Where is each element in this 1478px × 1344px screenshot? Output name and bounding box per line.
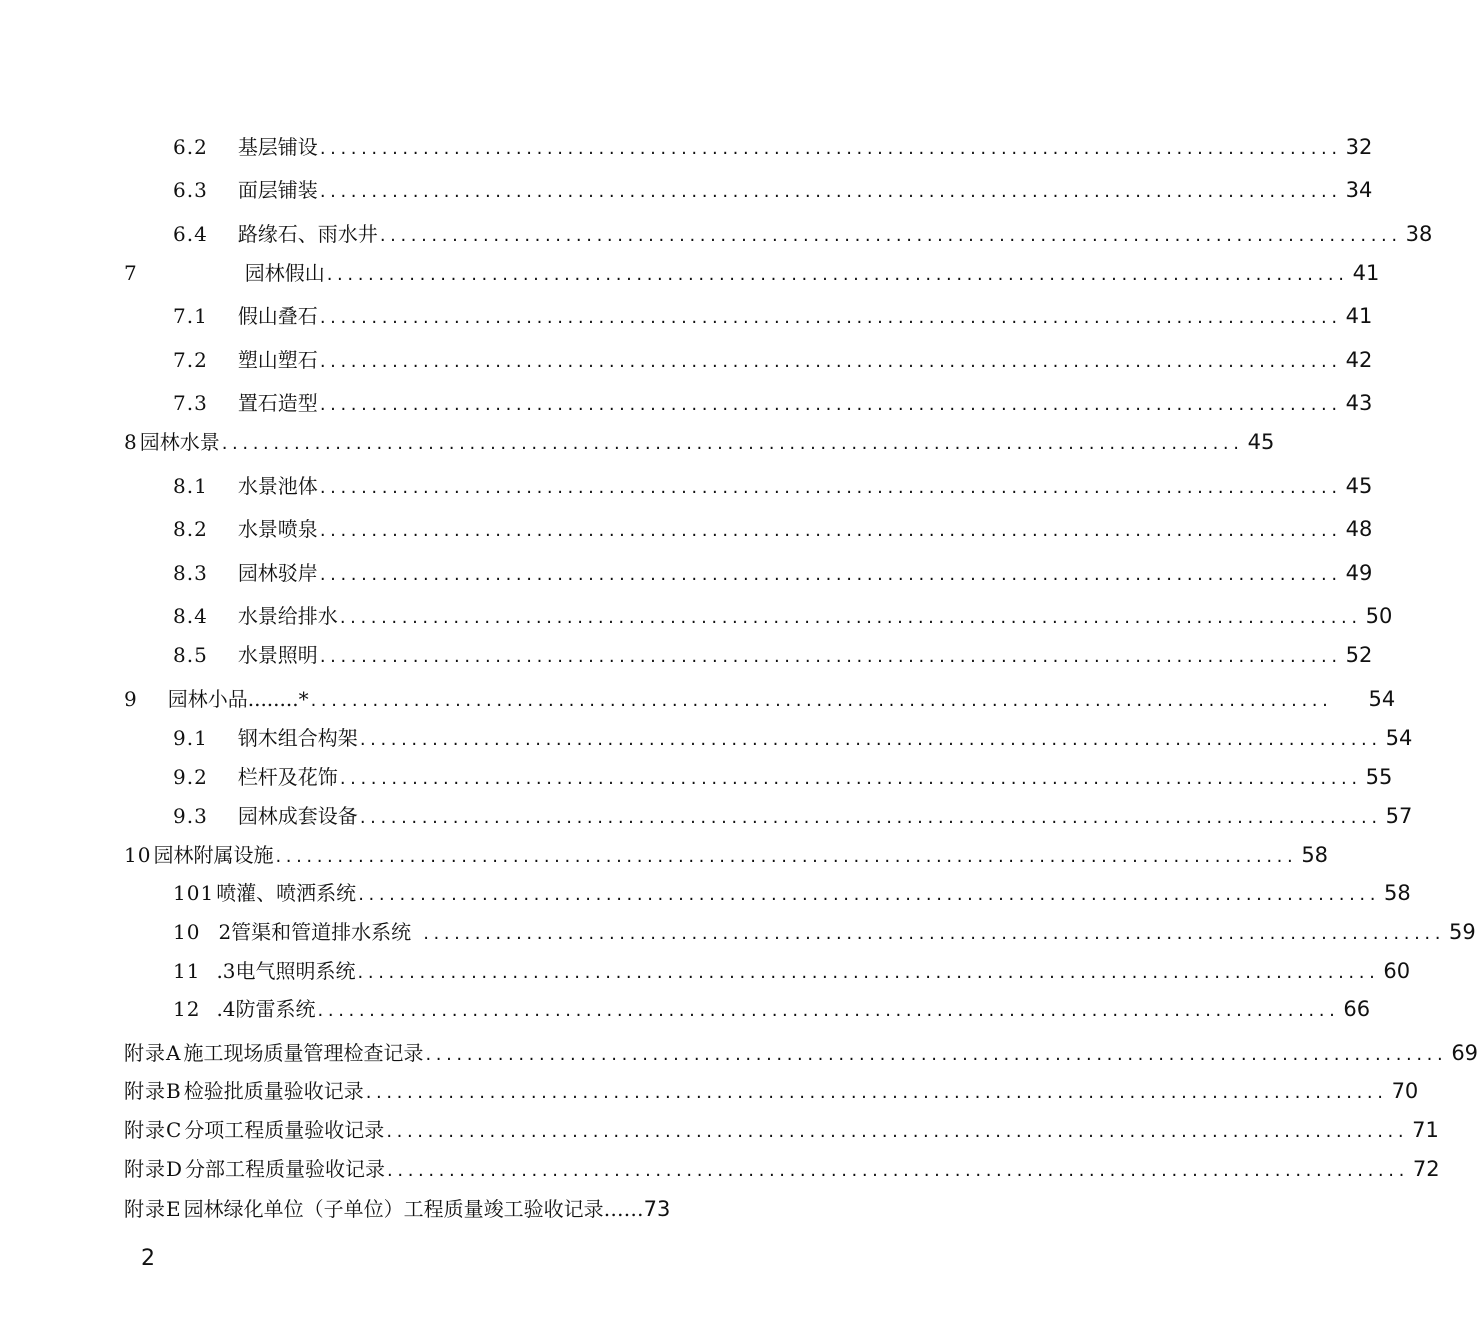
toc-leader: ................................................................................................... — [359, 807, 1382, 828]
toc-leader: ................................................................................................... — [358, 884, 1381, 905]
toc-page-number: 70 — [1391, 1079, 1419, 1103]
toc-leader: ................................................................................................... — [379, 225, 1402, 246]
toc-leader: ................................................................................................... — [317, 1000, 1340, 1021]
toc-leader: ................................................................................................... — [423, 923, 1446, 944]
toc-number: 101 — [173, 881, 215, 905]
toc-page-number: 45 — [1345, 474, 1373, 498]
toc-entry[interactable] — [173, 642, 1373, 670]
toc-number: 6.3 — [173, 178, 208, 202]
page-number: 2 — [141, 1246, 155, 1271]
toc-page-number: 54 — [1368, 687, 1396, 711]
toc-number: 9.1 — [173, 726, 208, 750]
toc-page-number: 71 — [1412, 1118, 1439, 1142]
toc-number: 7.1 — [173, 304, 208, 328]
toc-title: 置石造型 — [237, 391, 318, 415]
toc-entry[interactable] — [173, 725, 1413, 753]
toc-number: 7.3 — [173, 391, 208, 415]
toc-title: 园林驳岸 — [237, 561, 318, 585]
toc-number: 10 — [124, 843, 152, 867]
toc-leader: ................................................................................................... — [319, 520, 1342, 541]
toc-number: 附录C — [124, 1118, 183, 1142]
toc-entry[interactable] — [173, 347, 1373, 375]
toc-title: 园林假山 — [244, 261, 325, 285]
toc-entry[interactable] — [124, 429, 1275, 457]
toc-leader: ................................................................................................... — [425, 1044, 1448, 1065]
toc-number: 附录D — [124, 1157, 184, 1181]
toc-leader: ................................................................................................... — [387, 1160, 1409, 1181]
toc-entry[interactable] — [173, 958, 1411, 986]
toc-leader: ................................................................................................... — [319, 351, 1342, 372]
toc-leader: ................................................................................................... — [275, 846, 1298, 867]
toc-title: 喷灌、喷洒系统 — [216, 881, 357, 905]
toc-number: 6.2 — [173, 135, 208, 159]
toc-leader: ................................................................................................... — [357, 962, 1380, 983]
toc-number: 8.2 — [173, 517, 208, 541]
toc-page-number: 52 — [1345, 643, 1373, 667]
toc-page-number: 41 — [1345, 304, 1373, 328]
toc-title: 园林小品........* — [167, 687, 309, 711]
toc-leader: ................................................................................................... — [319, 394, 1342, 415]
toc-entry[interactable] — [124, 1117, 1439, 1145]
toc-entry[interactable] — [124, 1196, 670, 1222]
toc-title: 塑山塑石 — [237, 348, 318, 372]
toc-number: 7 — [124, 261, 138, 285]
toc-leader: ................................................................................................... — [365, 1082, 1388, 1103]
toc-page-number: 54 — [1385, 726, 1413, 750]
toc-page-number: 58 — [1301, 843, 1329, 867]
toc-entry[interactable] — [173, 390, 1373, 418]
toc-title: 分部工程质量验收记录 — [185, 1157, 386, 1181]
toc-number: 9 — [124, 687, 138, 711]
toc-leader: ................................................................................................... — [386, 1121, 1409, 1142]
toc-leader: ................................................................................................... — [319, 181, 1342, 202]
toc-title: 水景喷泉 — [237, 517, 318, 541]
toc-title: 钢木组合构架 — [237, 726, 358, 750]
toc-number: 8.5 — [173, 643, 208, 667]
toc-leader: ................................................................................................... — [339, 607, 1362, 628]
toc-entry[interactable] — [173, 516, 1373, 544]
toc-page-number: 48 — [1345, 517, 1373, 541]
toc-page-number: 32 — [1345, 135, 1373, 159]
toc-entry[interactable] — [124, 686, 1396, 714]
toc-title: 水景照明 — [237, 643, 318, 667]
toc-entry[interactable] — [173, 177, 1373, 205]
toc-entry[interactable] — [173, 560, 1373, 588]
toc-entry[interactable] — [173, 603, 1393, 631]
toc-number: 8.1 — [173, 474, 208, 498]
toc-page-number: 45 — [1247, 430, 1275, 454]
toc-leader: ................................................................................................... — [319, 477, 1342, 498]
toc-number: 附录A — [124, 1041, 182, 1065]
toc-title: 园林水景 — [139, 430, 220, 454]
toc-number: 8.4 — [173, 604, 208, 628]
toc-page-number: 73 — [643, 1197, 671, 1221]
toc-entry[interactable] — [124, 1156, 1440, 1184]
toc-number: 附录E — [124, 1197, 182, 1221]
toc-title: .3电气照明系统 — [216, 959, 356, 983]
toc-entry[interactable] — [173, 221, 1433, 249]
toc-number: 12 — [173, 997, 201, 1021]
toc-page-number: 50 — [1365, 604, 1393, 628]
toc-number: 11 — [173, 959, 201, 983]
toc-entry[interactable] — [173, 803, 1413, 831]
toc-page-number: 60 — [1383, 959, 1411, 983]
toc-leader: ................................................................................................... — [359, 729, 1382, 750]
toc-leader: ................................................................................................... — [319, 646, 1342, 667]
toc-title: 路缘石、雨水井 — [237, 222, 378, 246]
toc-page-number: 49 — [1345, 561, 1373, 585]
toc-number: 8.3 — [173, 561, 208, 585]
toc-entry[interactable] — [173, 473, 1373, 501]
toc-entry[interactable] — [173, 764, 1393, 792]
toc-title: 面层铺装 — [237, 178, 318, 202]
toc-page-number: 41 — [1352, 261, 1380, 285]
toc-title: 基层铺设 — [237, 135, 318, 159]
toc-title: 水景池体 — [237, 474, 318, 498]
toc-page-number: 59 — [1449, 920, 1476, 944]
toc-leader: ................................................................................................... — [326, 264, 1349, 285]
toc-entry[interactable] — [124, 260, 1380, 288]
toc-leader: ................................................................................................... — [319, 307, 1342, 328]
toc-number: 7.2 — [173, 348, 208, 372]
toc-page-number: 55 — [1365, 765, 1393, 789]
toc-page-number: 38 — [1405, 222, 1433, 246]
toc-title: 园林绿化单位（子单位）工程质量竣工验收记录…… — [183, 1197, 644, 1221]
toc-leader: ................................................................................................... — [319, 564, 1342, 585]
toc-leader: ................................................................................................... — [319, 138, 1342, 159]
toc-leader: ................................................................................................... — [310, 690, 1333, 711]
toc-number: 10 — [173, 920, 201, 944]
toc-entry[interactable] — [124, 1078, 1419, 1106]
toc-title: 水景给排水 — [237, 604, 338, 628]
toc-page-number: 72 — [1412, 1157, 1440, 1181]
toc-page-number: 34 — [1345, 178, 1373, 202]
toc-title: 施工现场质量管理检查记录 — [183, 1041, 424, 1065]
toc-title: 分项工程质量验收记录 — [184, 1118, 385, 1142]
toc-page-number: 43 — [1345, 391, 1373, 415]
toc-title: 检验批质量验收记录 — [183, 1079, 364, 1103]
toc-entry[interactable] — [173, 880, 1411, 908]
toc-leader: ................................................................................................... — [339, 768, 1362, 789]
toc-entry[interactable] — [124, 842, 1329, 870]
toc-title: .4防雷系统 — [216, 997, 316, 1021]
toc-leader: ................................................................................................... — [221, 433, 1244, 454]
toc-title: 园林成套设备 — [237, 804, 358, 828]
toc-entry[interactable] — [173, 134, 1373, 162]
toc-title: 栏杆及花饰 — [237, 765, 338, 789]
toc-title: 假山叠石 — [237, 304, 318, 328]
toc-entry[interactable] — [124, 1040, 1478, 1068]
toc-number: 6.4 — [173, 222, 208, 246]
toc-number: 9.2 — [173, 765, 208, 789]
toc-entry[interactable] — [173, 996, 1371, 1024]
toc-number: 附录B — [124, 1079, 182, 1103]
toc-page-number: 42 — [1345, 348, 1373, 372]
toc-number: 9.3 — [173, 804, 208, 828]
toc-page-number: 69 — [1451, 1041, 1478, 1065]
toc-entry[interactable] — [173, 303, 1373, 331]
toc-page-number: 57 — [1385, 804, 1413, 828]
toc-entry[interactable] — [173, 919, 1476, 947]
toc-page-number: 58 — [1384, 881, 1411, 905]
toc-title: 园林附属设施 — [153, 843, 274, 867]
toc-number: 8 — [124, 430, 138, 454]
toc-page-number: 66 — [1343, 997, 1371, 1021]
toc-title: 2管渠和管道排水系统 — [218, 920, 412, 944]
